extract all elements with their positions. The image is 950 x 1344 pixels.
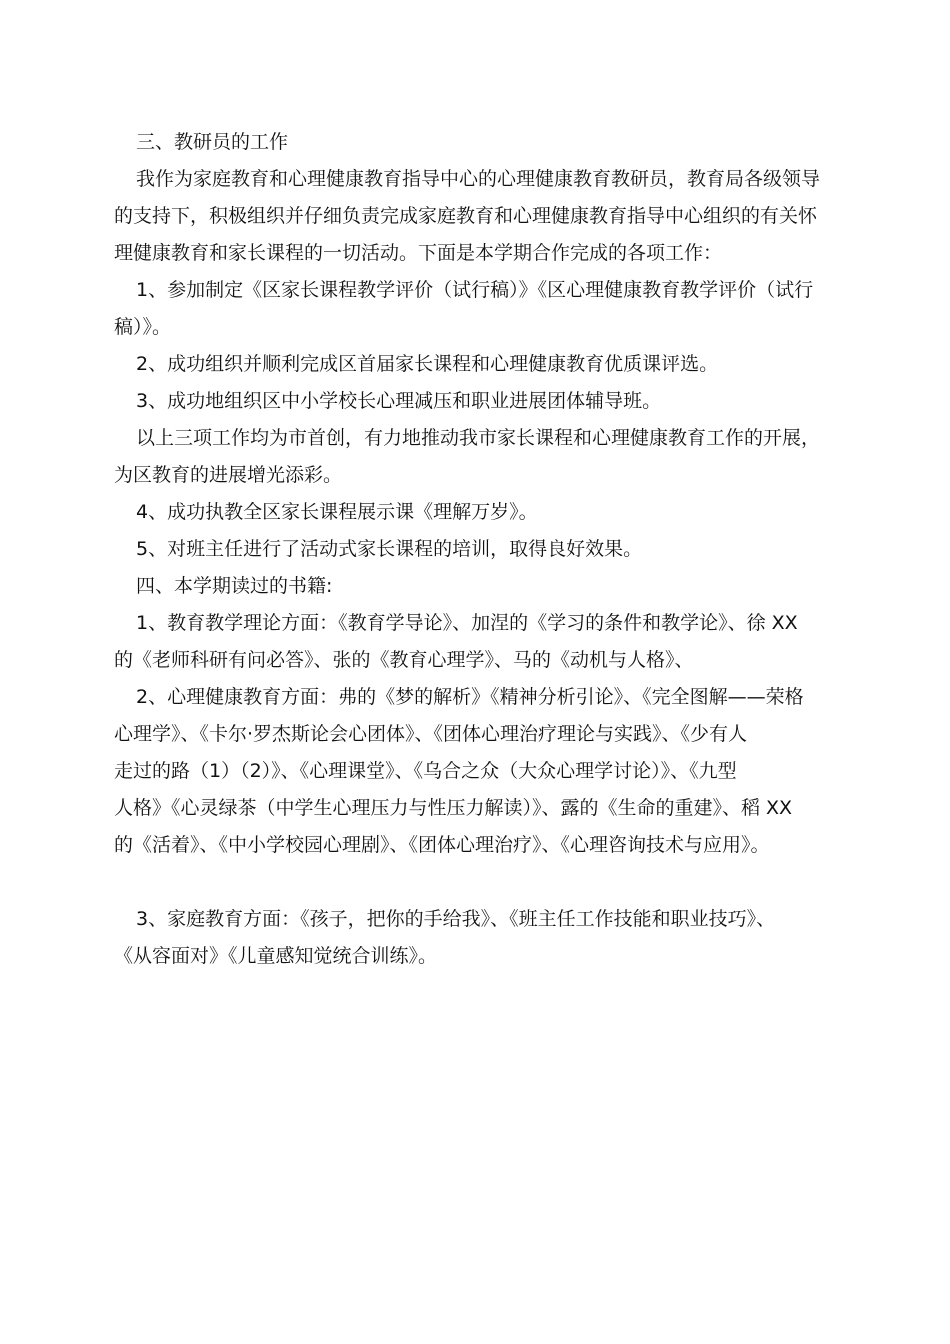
- text-line: 1、参加制定《区家长课程教学评价（试行稿）》《区心理健康教育教学评价（试行: [136, 279, 814, 301]
- text-line: 3、家庭教育方面：《孩子，把你的手给我》、《班主任工作技能和职业技巧》、: [136, 908, 776, 930]
- text-line: 走过的路（1）（2）》、《心理课堂》、《乌合之众（大众心理学讨论）》、《九型: [114, 760, 737, 782]
- text-line: 的《活着》、《中小学校园心理剧》、《团体心理治疗》、《心理咨询技术与应用》。: [114, 834, 770, 856]
- text-line: 四、本学期读过的书籍:: [136, 575, 333, 597]
- text-line: 的支持下，积极组织并仔细负责完成家庭教育和心理健康教育指导中心组织的有关怀: [114, 205, 818, 227]
- text-line: 为区教育的进展增光添彩。: [114, 464, 343, 486]
- text-line: 3、成功地组织区中小学校长心理减压和职业进展团体辅导班。: [136, 390, 662, 412]
- text-line: 我作为家庭教育和心理健康教育指导中心的心理健康教育教研员，教育局各级领导: [136, 168, 821, 190]
- document-body: [114, 124, 850, 975]
- text-line: 的《老师科研有问必答》、张的《教育心理学》、马的《动机与人格》、: [114, 649, 694, 671]
- blank-line: [114, 864, 850, 901]
- text-line: 以上三项工作均为市首创，有力地推动我市家长课程和心理健康教育工作的开展，: [136, 427, 821, 449]
- text-line: 三、教研员的工作: [136, 131, 289, 153]
- text-line: 稿）》。: [114, 316, 172, 338]
- text-line: 2、心理健康教育方面：弗的《梦的解析》《精神分析引论》、《完全图解——荣格: [136, 686, 804, 708]
- text-line: 1、教育教学理论方面：《教育学导论》、加涅的《学习的条件和教学论》、徐 XX: [136, 612, 798, 634]
- text-line: 4、成功执教全区家长课程展示课《理解万岁》。: [136, 501, 538, 523]
- text-line: 理健康教育和家长课程的一切活动。下面是本学期合作完成的各项工作：: [114, 242, 723, 264]
- text-line: 心理学》、《卡尔·罗杰斯论会心团体》、《团体心理治疗理论与实践》、《少有人: [114, 723, 748, 745]
- text-line: 《从容面对》《儿童感知觉统合训练》。: [114, 945, 438, 967]
- text-line: 2、成功组织并顺利完成区首届家长课程和心理健康教育优质课评选。: [136, 353, 719, 375]
- text-line: 人格》《心灵绿茶（中学生心理压力与性压力解读）》、露的《生命的重建》、稻 XX: [114, 797, 793, 819]
- text-line: 5、对班主任进行了活动式家长课程的培训，取得良好效果。: [136, 538, 643, 560]
